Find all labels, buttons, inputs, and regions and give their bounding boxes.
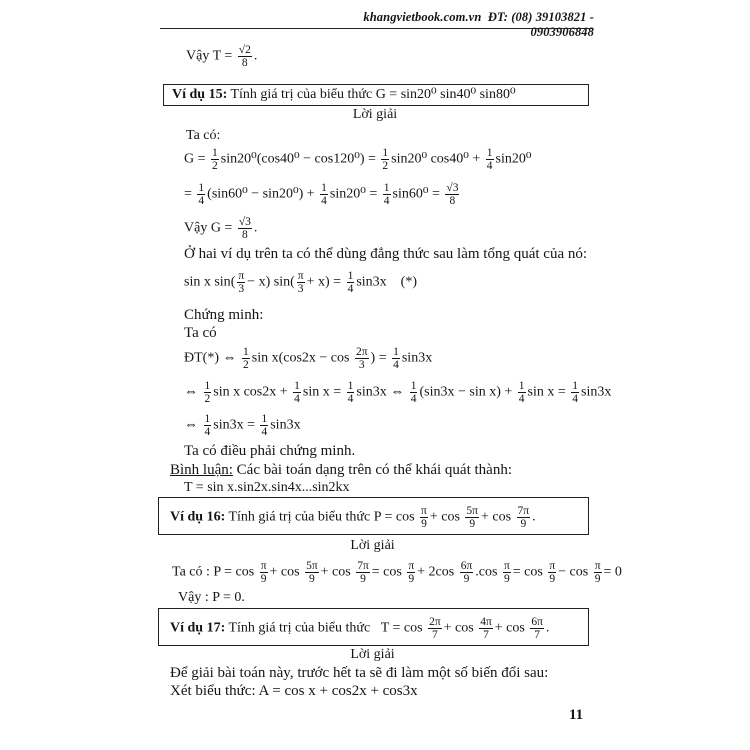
solution-title-16: Lời giải bbox=[350, 538, 395, 553]
conclusion-p: Vậy : P = 0. bbox=[178, 590, 245, 605]
ta-co-proof: Ta có bbox=[184, 325, 217, 341]
remark-label: Bình luận: bbox=[170, 462, 233, 478]
equation-g-line1: G = $\frac{1}{2}$ sin20⁰(cos40⁰ − cos120⁰) = $\frac{1}{2}$ sin20⁰ cos40⁰ + $\frac{1}{4}$ sin20⁰ bbox=[184, 147, 532, 172]
conclusion-text: Vậy T = bbox=[186, 48, 233, 64]
proof-line2: ⇔ $\frac{1}{2}$ sin x cos2x + $\frac{1}{4}$ sin x = $\frac{1}{4}$ sin3x ⇔ $\frac{1}{4}$ (sin3x − sin x) + $\frac{1}{4}$ sin x = $\frac{1}{4}$ sin3x bbox=[184, 380, 612, 405]
example-16-label: Ví dụ 16: bbox=[170, 509, 226, 525]
conclusion-t: Vậy T = $\frac{√2}{8}$ . bbox=[186, 44, 258, 69]
header-rule bbox=[160, 28, 592, 29]
header-phone: ĐT: (08) 39103821 - 0903906848 bbox=[487, 10, 594, 39]
example-17-title: Ví dụ 17: Tính giá trị của biểu thức T = cos $\frac{2\pi}{7}$ + cos $\frac{4\pi}{7}$ + cos $\frac{6\pi}{7}$ . bbox=[170, 616, 550, 641]
remark-text: Các bài toán dạng trên có thể khái quát thành: bbox=[236, 462, 512, 478]
intro-17: Để giải bài toán này, trước hết ta sẽ đi làm một số biến đổi sau: bbox=[170, 665, 549, 681]
general-form: T = sin x.sin2x.sin4x...sin2kx bbox=[184, 479, 350, 498]
solution-title-15: Lời giải bbox=[352, 107, 398, 122]
page-header bbox=[318, 10, 594, 40]
example-17-label: Ví dụ 17: bbox=[170, 620, 226, 636]
example-15-title bbox=[172, 86, 516, 103]
example-17-text: Tính giá trị của biểu thức bbox=[228, 620, 371, 636]
remark bbox=[170, 461, 512, 479]
proof-done: Ta có điều phải chứng minh. bbox=[184, 443, 356, 459]
consider-17: Xét biểu thức: A = cos x + cos2x + cos3x bbox=[170, 683, 418, 699]
proof-line3: ⇔ $\frac{1}{4}$ sin3x = $\frac{1}{4}$ sin3x bbox=[184, 413, 301, 438]
proof-label: Chứng minh: bbox=[184, 307, 264, 323]
proof-line1: ĐT(*) ⇔ $\frac{1}{2}$ sin x(cos2x − cos $\frac{2\pi}{3}$ ) = $\frac{1}{4}$ sin3x bbox=[184, 346, 433, 371]
solution-title-17: Lời giải bbox=[350, 647, 395, 662]
solution-16: Ta có : P = cos $\frac{\pi}{9}$ + cos $\frac{5\pi}{9}$ + cos $\frac{7\pi}{9}$ = cos $\frac{\pi}{9}$ + 2cos $\frac{6\pi}{9}$ .cos $\frac{\pi}{9}$ = cos $\frac{\pi}{9}$ − cos $\frac{\pi}{9}$ = 0 bbox=[172, 560, 622, 585]
equation-g-line2: = $\frac{1}{4}$ (sin60⁰ − sin20⁰) + $\frac{1}{4}$ sin20⁰ = $\frac{1}{4}$ sin60⁰ = $\frac{√3}{8}$ bbox=[184, 182, 459, 207]
ta-co-15: Ta có: bbox=[186, 128, 221, 143]
example-16-title: Ví dụ 16: Tính giá trị của biểu thức P = cos $\frac{\pi}{9}$ + cos $\frac{5\pi}{9}$ + cos $\frac{7\pi}{9}$ . bbox=[170, 505, 536, 530]
conclusion-g: Vậy G = $\frac{√3}{8}$ . bbox=[184, 216, 258, 241]
fraction-sqrt2-over-8: $\frac{√2}{8}$ bbox=[238, 44, 251, 69]
example-15-text: Tính giá trị của biểu thức G = sin20⁰ sin40⁰ sin80⁰ bbox=[230, 87, 516, 102]
header-site: khangvietbook.com.vn bbox=[363, 10, 482, 24]
example-15-label: Ví dụ 15: bbox=[172, 87, 228, 102]
identity-star: sin x sin( $\frac{\pi}{3}$ − x) sin( $\frac{\pi}{3}$ + x) = $\frac{1}{4}$ sin3x (*) bbox=[184, 270, 417, 295]
page-number: 11 bbox=[569, 707, 584, 723]
example-16-text: Tính giá trị của biểu thức P = cos bbox=[228, 509, 415, 525]
general-statement: Ở hai ví dụ trên ta có thể dùng đẳng thức sau làm tổng quát của nó: bbox=[184, 246, 588, 262]
